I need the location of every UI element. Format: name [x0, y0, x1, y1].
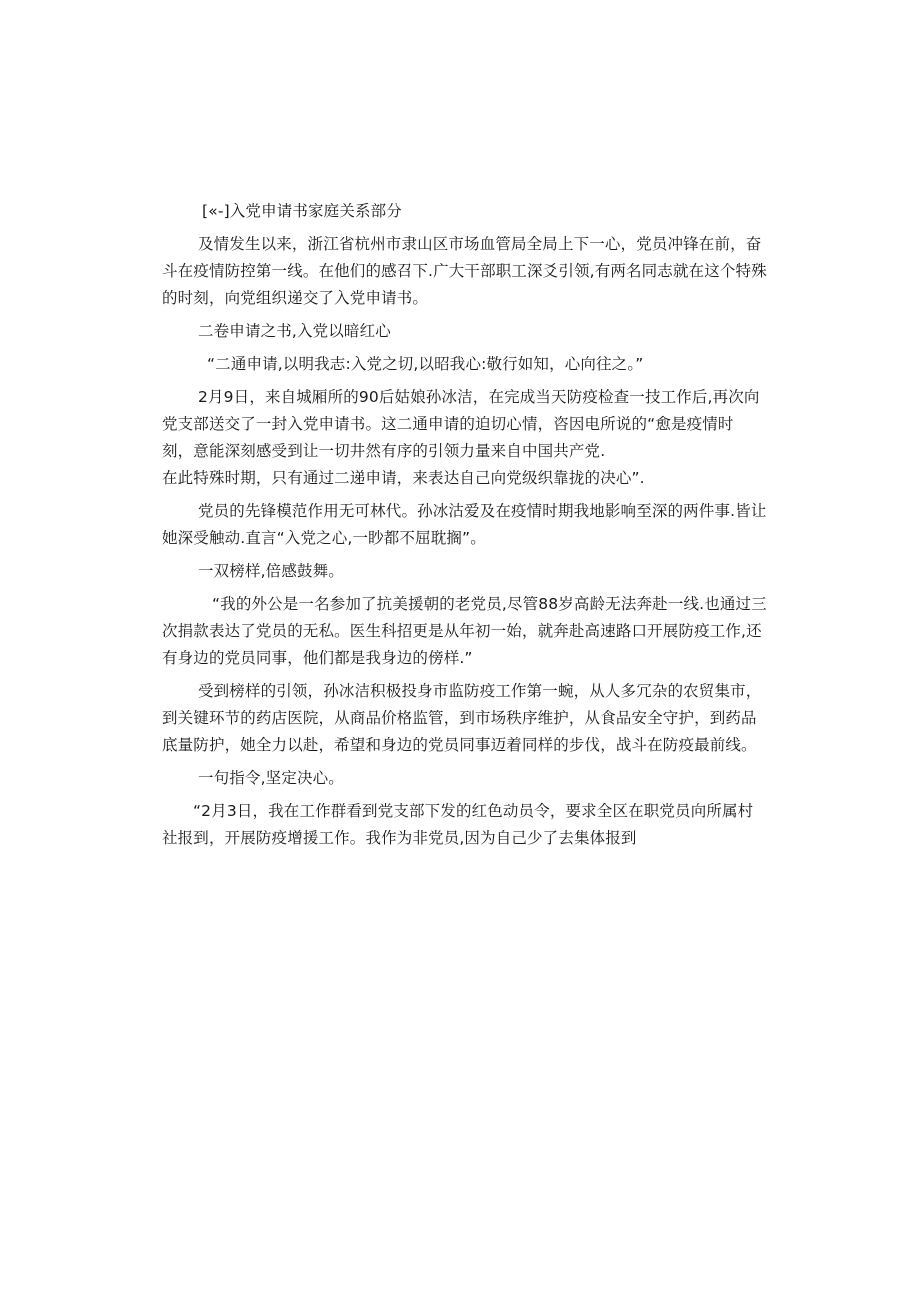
- paragraph-line: 底量防护，她全力以赴，希望和身边的党员同事迈着同样的步伐，战斗在防疫最前线。: [162, 736, 757, 754]
- quote-line: 社报到，开展防疫增援工作。我作为非党员,因为自己少了去集体报到: [162, 829, 637, 847]
- document-body: [162, 198, 767, 852]
- paragraph-line: 刻，意能深刻感受到让一切井然有序的引领力量来自中国共产党.: [162, 442, 606, 460]
- paragraph-line: 及情发生以来，浙江省杭州市隶山区市场血管局全局上下一心，党员冲锋在前，奋: [198, 235, 762, 253]
- paragraph-line: 斗在疫情防控第一线。在他们的感召下.广大干部职工深爻引领,有两名同志就在这个特殊: [162, 262, 767, 280]
- paragraph-line: 在此特殊时期，只有通过二递申请，来表达自己向党级织靠拢的决心”.: [162, 469, 645, 487]
- paragraph-line: 到关键环节的药店医院，从商品价格监管，到市场秩序维护，从食品安全守护，到药品: [162, 709, 757, 727]
- quote-line: 次捐款表达了党员的无私。医生科招更是从年初一始，就奔赴高速路口开展防疫工作,还: [162, 622, 762, 640]
- quote-line: 有身边的党员同事，他们都是我身边的傍样.”: [162, 649, 473, 667]
- paragraph-line: 她深受触动.直言“入党之心,一眇都不屈耽搁”。: [162, 529, 486, 547]
- paragraph-line: 受到榜样的引领，孙冰洁积极投身市监防疫工作第一蜿，从人多冗杂的农贸集市，: [198, 682, 762, 700]
- section-heading: 一双榜样,倍感鼓舞。: [198, 562, 344, 580]
- quote-line: “我的外公是一名参加了抗美援朝的老党员,尽管88岁高龄无法奔赴一线.也通过三: [212, 595, 767, 613]
- section-heading: 二卷申请之书,入党以暗红心: [198, 322, 391, 340]
- quote-line: “2月3日，我在工作群看到党支部下发的红色动员令，要求全区在职党员向所属村: [193, 802, 754, 820]
- paragraph-line: 党支部送交了一封入党申请书。这二通申请的迫切心情，咨因电所说的“愈是疫情时: [162, 415, 734, 433]
- paragraph-line: 2月9日，来自城厢所的90后姑娘孙冰洁，在完成当天防疫检查一技工作后,再次向: [198, 388, 760, 406]
- document-heading: [«-]入党申请书家庭关系部分: [202, 202, 402, 220]
- quote-line: “二通申请,以明我志:入党之切,以昭我心:敬行如知，心向往之。”: [207, 355, 644, 373]
- paragraph-line: 党员的先锋模范作用无可林代。孙冰沽爱及在疫情时期我地影响至深的两件事.皆让: [198, 502, 767, 520]
- section-heading: 一句指令,坚定决心。: [198, 769, 344, 787]
- paragraph-line: 的时刻，向党组织递交了入党申请书。: [162, 289, 429, 307]
